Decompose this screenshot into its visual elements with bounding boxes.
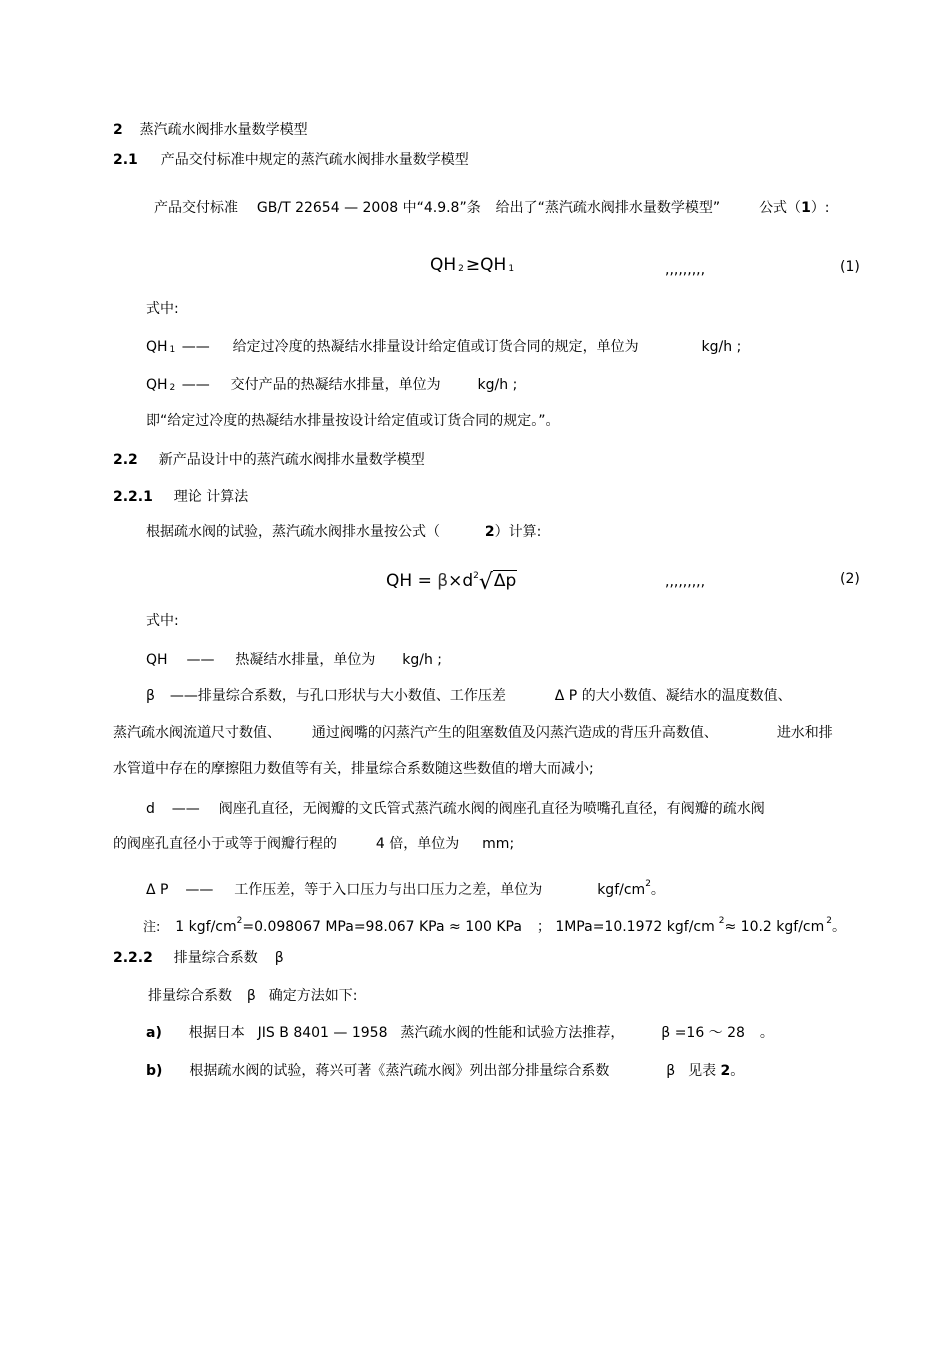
equation-2-number: (2) (840, 571, 860, 587)
dash: —— (185, 882, 214, 898)
text: 1 (801, 200, 811, 216)
definition-beta-line-3: 水管道中存在的摩擦阻力数值等有关，排量综合系数随这些数值的增大而减小; (113, 761, 594, 777)
description: 通过阀嘴的闪蒸汽产生的阻塞数值及闪蒸汽造成的背压升高数值、 (311, 725, 718, 741)
section-title-beta: β (274, 950, 284, 966)
description: 蒸汽疏水阀流道尺寸数值、 (113, 725, 281, 741)
superscript: 2 (236, 916, 243, 926)
paragraph-1 (154, 199, 830, 217)
equation-2-dots: ,,,,,,,,, (665, 574, 706, 590)
text: ）计算: (494, 524, 542, 540)
where-label-2: 式中: (146, 613, 179, 629)
unit: kg/h ; (701, 339, 742, 355)
equation-2 (386, 567, 517, 595)
definition-d-line-1 (146, 800, 765, 818)
eq-term: ×d (448, 571, 474, 591)
section-2-2-heading (113, 451, 425, 469)
note-1: 即“给定过冷度的热凝结水排量按设计给定值或订货合同的规定。”。 (146, 413, 560, 429)
eq-superscript: 2 (473, 571, 479, 581)
section-title: 排量综合系数 (173, 950, 258, 966)
text: ≈ 10.2 kgf/cm (724, 919, 825, 935)
term: d (146, 801, 155, 817)
text: GB/T 22654 — 2008 中“4.9.8”条 (256, 200, 481, 216)
section-title: 产品交付标准中规定的蒸汽疏水阀排水量数学模型 (160, 152, 469, 168)
text: 2 (484, 524, 495, 540)
text: ； (536, 919, 551, 935)
dash: —— (181, 377, 210, 393)
eq-relation: ≥ (465, 255, 481, 275)
where-label-1: 式中: (146, 301, 179, 317)
term: QH (146, 377, 168, 393)
paragraph-2 (146, 523, 541, 541)
section-number: 2.2.1 (113, 489, 153, 505)
text: 蒸汽疏水阀的性能和试验方法推荐， (400, 1025, 625, 1041)
unit: kgf/cm (597, 882, 646, 898)
text: 根据疏水阀的试验，蒸汽疏水阀排水量按公式（ (146, 524, 440, 540)
eq-beta: β (437, 571, 449, 591)
text: 见表 (688, 1063, 717, 1079)
section-number: 2.2.2 (113, 950, 153, 966)
definition-beta-line-2 (113, 724, 833, 742)
section-2-2-1-heading (113, 488, 248, 506)
description: 热凝结水排量，单位为 (235, 652, 376, 668)
term: QH (146, 652, 168, 668)
dash: —— (181, 339, 210, 355)
superscript: 2 (645, 879, 651, 889)
definition-qh (146, 651, 442, 669)
definition-delta-p (146, 875, 665, 899)
description: 进水和排 (776, 725, 833, 741)
text: ）: (810, 200, 830, 216)
dash: —— (171, 801, 200, 817)
eq-term: QH (386, 571, 413, 591)
text: β (666, 1063, 676, 1079)
dash: —— (186, 652, 215, 668)
text: 排量综合系数 (148, 988, 232, 1004)
definition-beta-line-1 (146, 687, 792, 705)
list-item-a (146, 1024, 774, 1042)
text: 2 (720, 1063, 731, 1079)
text: 确定方法如下: (268, 988, 358, 1004)
list-item-b (146, 1062, 744, 1080)
definition-qh2 (146, 376, 517, 397)
list-label: a) (146, 1025, 162, 1041)
unit: kg/h ; (402, 652, 443, 668)
text: 根据日本 (188, 1025, 245, 1041)
sqrt-icon: √ (478, 570, 493, 595)
superscript: 2 (718, 916, 725, 926)
unit: kg/h ; (477, 377, 518, 393)
list-label: b) (146, 1063, 163, 1079)
equation-1 (430, 256, 516, 278)
eq-subscript: 2 (458, 264, 464, 274)
term: QH (146, 339, 168, 355)
unit: mm; (482, 836, 515, 852)
paragraph-3 (148, 987, 357, 1005)
text: 给出了“蒸汽疏水阀排水量数学模型” (495, 200, 721, 216)
description: 的大小数值、凝结水的温度数值、 (581, 688, 792, 704)
eq-subscript: 1 (508, 264, 515, 274)
eq-sign: = (417, 571, 432, 591)
description: 给定过冷度的热凝结水排量设计给定值或订货合同的规定，单位为 (232, 339, 639, 355)
text: 公式（ (759, 200, 802, 216)
superscript: 2 (826, 916, 832, 926)
description: 交付产品的热凝结水排量，单位为 (230, 377, 441, 393)
section-number: 2 (113, 122, 123, 138)
eq-radicand: Δp (493, 571, 517, 591)
term: Δ P (146, 882, 169, 898)
description: ——排量综合系数，与孔口形状与大小数值、工作压差 (169, 688, 506, 704)
subscript: 1 (169, 345, 176, 355)
text: 。 (832, 919, 846, 935)
text: 。 (650, 882, 665, 898)
description: 工作压差，等于入口压力与出口压力之差，单位为 (234, 882, 543, 898)
eq-term: QH (430, 255, 457, 275)
section-title: 新产品设计中的蒸汽疏水阀排水量数学模型 (158, 452, 425, 468)
text: 。 (759, 1025, 774, 1041)
note-2 (143, 912, 846, 937)
description: Δ P (554, 688, 578, 704)
text: β (661, 1025, 671, 1041)
section-2-1-heading (113, 151, 469, 169)
text: =0.098067 MPa=98.067 KPa ≈ 100 KPa (242, 919, 522, 935)
equation-1-number: (1) (840, 259, 860, 275)
section-2-2-2-heading (113, 949, 284, 967)
text: 1 kgf/cm (175, 919, 237, 935)
text: 根据疏水阀的试验，蒋兴可著《蒸汽疏水阀》列出部分排量综合系数 (189, 1063, 610, 1079)
note-label: 注: (143, 920, 161, 935)
section-title: 理论 计算法 (173, 489, 249, 505)
section-number: 2.2 (113, 452, 138, 468)
definition-qh1 (146, 338, 741, 359)
text: β (246, 988, 256, 1004)
text: 1MPa=10.1972 kgf/cm (555, 919, 715, 935)
text: =16 ～ 28 (674, 1025, 745, 1041)
text: JIS B 8401 — 1958 (257, 1025, 388, 1041)
text: 产品交付标准 (154, 200, 238, 216)
section-2-heading (113, 121, 308, 139)
description: 的阀座孔直径小于或等于阀瓣行程的 (113, 836, 337, 852)
term: β (146, 688, 155, 704)
section-title: 蒸汽疏水阀排水量数学模型 (139, 122, 308, 138)
description: 4 倍，单位为 (375, 836, 460, 852)
text: 。 (730, 1063, 745, 1079)
description: 阀座孔直径，无阀瓣的文氏管式蒸汽疏水阀的阀座孔直径为喷嘴孔直径，有阀瓣的疏水阀 (218, 801, 765, 817)
definition-d-line-2 (113, 835, 514, 853)
section-number: 2.1 (113, 152, 138, 168)
subscript: 2 (169, 383, 176, 393)
equation-1-dots: ,,,,,,,,, (665, 262, 706, 278)
eq-term: QH (480, 255, 507, 275)
